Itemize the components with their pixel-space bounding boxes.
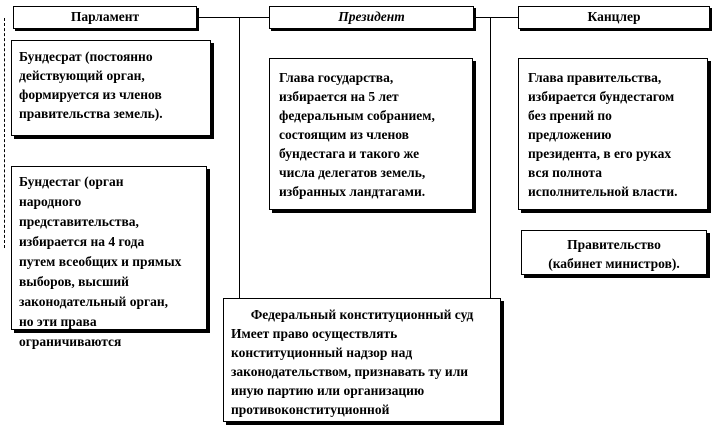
bundestag-line: законодательный орган, [19, 294, 168, 309]
bundestag-line: Бундестаг (орган [19, 174, 124, 189]
president-header [269, 6, 474, 29]
left-dashed-connector [4, 18, 5, 248]
president-header-label: Президент [338, 9, 405, 24]
bundestag-line: путем всеобщих и прямых [19, 254, 182, 269]
court-title: Федеральный конституционный суд [250, 307, 474, 322]
court-line: конституционный надзор над [231, 345, 413, 360]
chancellor-box [518, 58, 708, 210]
bundestag-line: ограничиваются [19, 334, 122, 349]
president-line: числа делегатов земель, [279, 165, 426, 180]
top-connector-left [197, 17, 269, 18]
bundestag-box [11, 166, 207, 349]
president-line: избранных ландтагами. [279, 184, 426, 199]
chancellor-line: без прений по [528, 108, 612, 123]
chancellor-line: президента, в его руках [528, 146, 672, 161]
government-box [521, 230, 707, 275]
bundestag-line: избирается на 4 года [19, 234, 145, 249]
bundesrat-line: правительства земель). [19, 106, 163, 121]
president-line: федеральным собранием, [279, 108, 435, 123]
president-line: бундестага и такого же [279, 146, 420, 161]
court-line: Имеет право осуществлять [231, 326, 398, 341]
court-line: противоконституционной [231, 402, 390, 417]
bundesrat-line: формируется из членов [19, 87, 162, 102]
vertical-line-left [239, 18, 240, 308]
chancellor-line: предложению [528, 127, 612, 142]
court-line: законодательством, признавать ту или [231, 364, 469, 379]
bundestag-line: представительства, [19, 214, 139, 229]
parliament-header [13, 6, 197, 29]
bundestag-line: народного [19, 194, 82, 209]
president-line: избирается на 5 лет [279, 89, 399, 104]
parliament-header-label: Парламент [70, 9, 140, 24]
bundestag-line: выборов, высший [19, 274, 129, 289]
court-line: иную партию или организацию [231, 383, 425, 398]
top-connector-right [474, 17, 518, 18]
chancellor-header [518, 6, 710, 29]
bundestag-line: но эти права [19, 314, 97, 329]
president-line: Глава государства, [279, 70, 394, 85]
vertical-line-right [490, 18, 491, 303]
bundesrat-line: действующий орган, [19, 68, 145, 83]
chancellor-header-label: Канцлер [587, 9, 641, 24]
chancellor-line: исполнительной власти. [528, 184, 678, 199]
chancellor-line: Глава правительства, [528, 70, 662, 85]
court-box [223, 298, 501, 422]
bundesrat-box [11, 40, 211, 136]
government-line: (кабинет министров). [548, 256, 680, 271]
chancellor-line: избирается бундестагом [528, 89, 675, 104]
president-box [269, 58, 473, 210]
bundesrat-line: Бундесрат (постоянно [19, 49, 153, 64]
government-line: Правительство [567, 237, 661, 252]
chancellor-line: вся полнота [528, 165, 602, 180]
president-line: состоящим из членов [279, 127, 409, 142]
